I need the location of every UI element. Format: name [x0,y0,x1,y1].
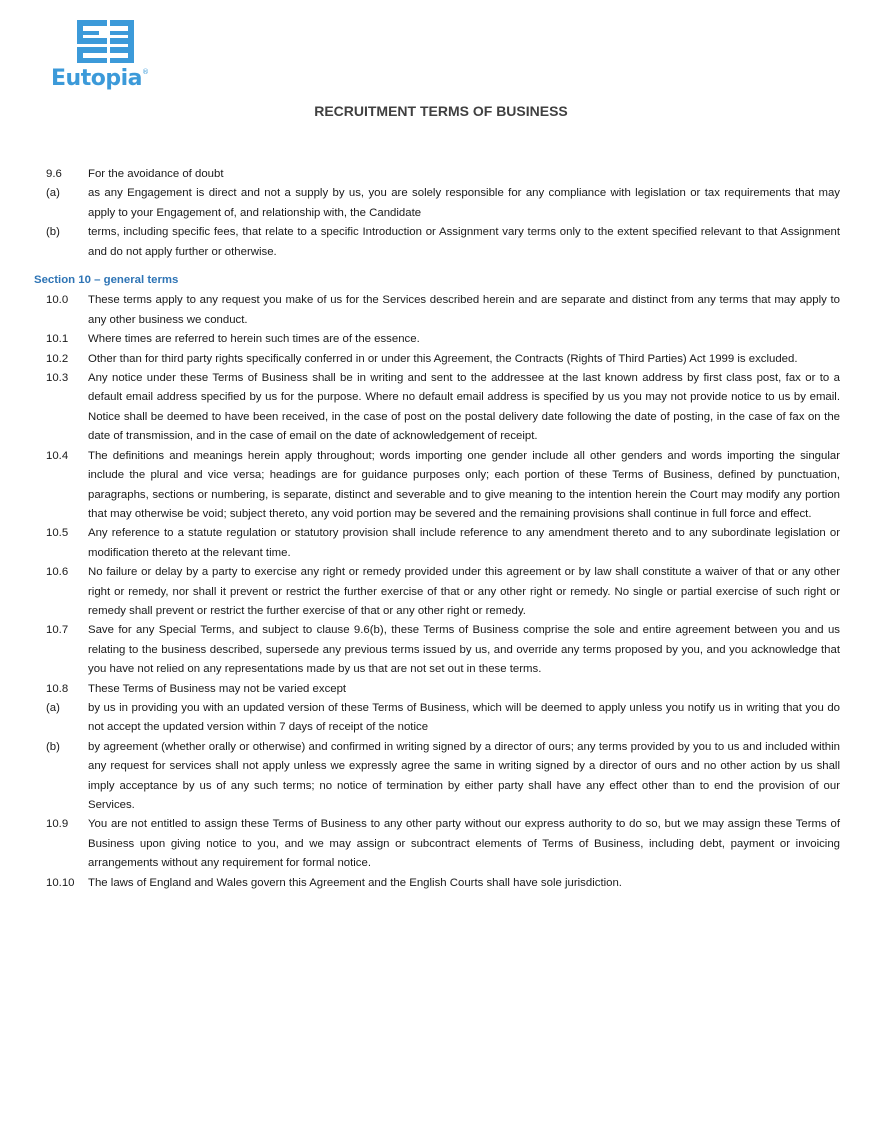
section-10-heading: Section 10 – general terms [34,274,179,287]
clause-10-1: 10.1 Where times are referred to herein such times are of the essence. [46,333,420,346]
clause-10-5: 10.5 Any reference to a statute regulation or statutory provision shall include reference to any amendment thereto and to any subordinate legislation or modification thereto at the relevant time. [46,527,840,559]
terms-body [34,165,840,893]
clause-10-6: 10.6 No failure or delay by a party to exercise any right or remedy provided under this agreement or by law shall constitute a waiver of that or any other right or remedy, nor shall it prevent or restrict the further exercise of that or any other right or remedy. No single or partial exercise of such right or remedy shall prevent or restrict the further exercise of that or any other right or remedy. [46,566,840,617]
document-title: RECRUITMENT TERMS OF BUSINESS [314,103,568,119]
clause-10-4: 10.4 The definitions and meanings herein apply throughout; words importing one gender include all other genders and words importing the singular include the plural and vice versa; headings are for guidance purposes only; each portion of these Terms of Business, defined by punctuation, paragraphs, sections or numbering, is separate, distinct and severable and to give meaning to the intention herein the Court may modify any portion that may otherwise be void; subject thereto, any void portion may be severed and the remaining provisions shall continue in full force and effect. [46,449,840,520]
clause-10-8: 10.8 These Terms of Business may not be varied except [46,682,347,695]
clause-9-6: 9.6 For the avoidance of doubt [46,168,224,180]
clause-10-8-b: (b) by agreement (whether orally or otherwise) and confirmed in writing signed by a director of ours; any terms provided by you to us and included within any request for services shall not apply unless we expressly agree the same in writing signed by a director of ours and no other action by us shall imply acceptance by us of any such terms; no notice of termination by either party shall have any effect other than to end the provision of our Services. [46,740,840,811]
clause-10-10: 10.10 The laws of England and Wales govern this Agreement and the English Courts shall have sole jurisdiction. [46,876,622,889]
company-logo [51,20,163,94]
clause-10-0: 10.0 These terms apply to any request you make of us for the Services described herein and are separate and distinct from any terms that may apply to any other business we conduct. [46,294,840,326]
clause-10-2: 10.2 Other than for third party rights specifically conferred in or under this Agreement, the Contracts (Rights of Third Parties) Act 1999 is excluded. [46,352,798,365]
clause-9-6-a: (a) as any Engagement is direct and not a supply by us, you are solely responsible for any compliance with legislation or tax requirements that may apply to your Engagement of, and relationship with, the Candidate [46,187,840,219]
clause-9-6-b: (b) terms, including specific fees, that relate to a specific Introduction or Assignment vary terms only to the extent specified relevant to that Assignment and do not apply further or otherwise. [46,226,840,258]
clause-10-9: 10.9 You are not entitled to assign these Terms of Business to any other party without our express authority to do so, but we may assign these Terms of Business upon giving notice to you, and we may assign or subcontract elements of Terms of Business, including debt, payment or invoicing arrangements without any requirement for formal notice. [46,818,840,870]
logo-wordmark: Eutopia® [51,66,149,91]
clause-10-3: 10.3 Any notice under these Terms of Business shall be in writing and sent to the addressee at the last known address by first class post, fax or to a default email address specified by us for the purpose. Where no default email address is specified by us you may not provide notice to us by email. Notice shall be deemed to have been received, in the case of post on the postal delivery date following the date of posting, in the case of fax on the date of transmission, and in the case of email on the date of acknowledgement of receipt. [46,372,840,443]
clause-10-8-a: (a) by us in providing you with an updated version of these Terms of Business, which will be deemed to apply unless you notify us in writing that you do not accept the updated version within 7 days of receipt of the notice [46,701,840,734]
clause-10-7: 10.7 Save for any Special Terms, and subject to clause 9.6(b), these Terms of Business comprise the sole and entire agreement between you and us relating to the business described, supersede any previous terms issued by us, and override any terms proposed by you, and you acknowledge that you have not relied on any representations made by us that are not set out in these terms. [46,624,840,676]
logo-mark-icon [77,20,135,64]
